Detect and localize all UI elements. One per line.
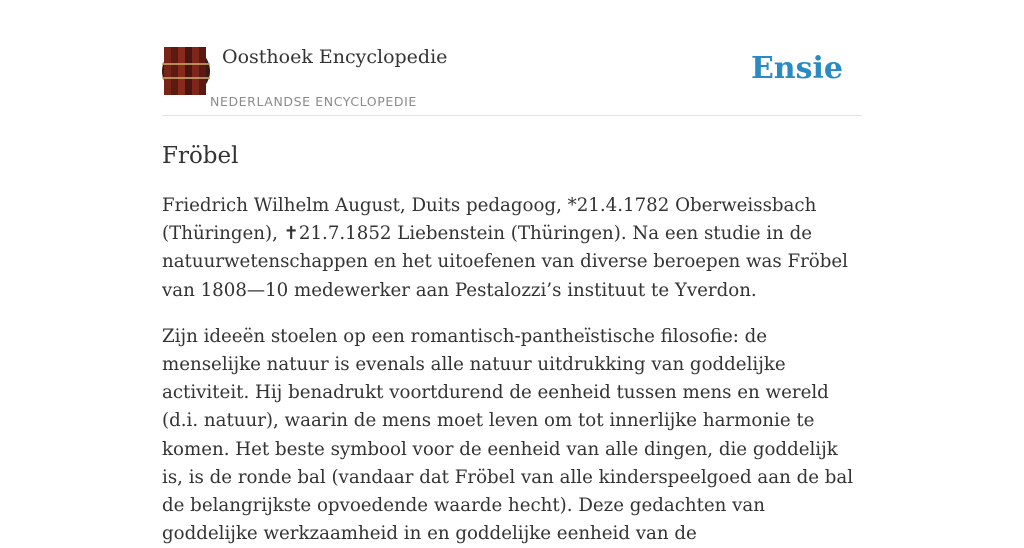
article-title: Fröbel (162, 143, 239, 169)
header (162, 0, 862, 116)
source-title[interactable]: Oosthoek Encyclopedie (222, 46, 448, 68)
article-paragraph: Friedrich Wilhelm August, Duits pedagoog, *21.4.1782 Oberweissbach (Thüringen), ✝21.7.1852 Liebenstein (Thüringen). Na een studie in de natuurwetenschappen en het uitoefenen van diverse beroepen was Fröbel van 1808—10 medewerker aan Pestalozzi’s instituut te Yverdon. (162, 195, 848, 301)
article-paragraph: Zijn ideeën stoelen op een romantisch-pantheïstische filosofie: de menselijke natuur is evenals alle natuur uitdrukking van goddelijke activiteit. Hij benadrukt voortdurend de eenheid tussen mens en wereld (d.i. natuur), waarin de mens moet leven om tot innerlijke harmonie te komen. Het beste symbool voor de eenheid van alle dingen, die goddelijk is, is de ronde bal (vandaar dat Fröbel van alle kinderspeelgoed aan de bal de belangrijkste opvoedende waarde hecht). Deze gedachten van goddelijke werkzaamheid in en goddelijke eenheid van de (162, 325, 854, 545)
source-subtitle: NEDERLANDSE ENCYCLOPEDIE (210, 94, 417, 109)
article-body (162, 192, 862, 548)
ensie-logo[interactable]: Ensie (750, 51, 843, 86)
encyclopedia-books-icon[interactable] (162, 47, 210, 95)
page (162, 0, 862, 548)
